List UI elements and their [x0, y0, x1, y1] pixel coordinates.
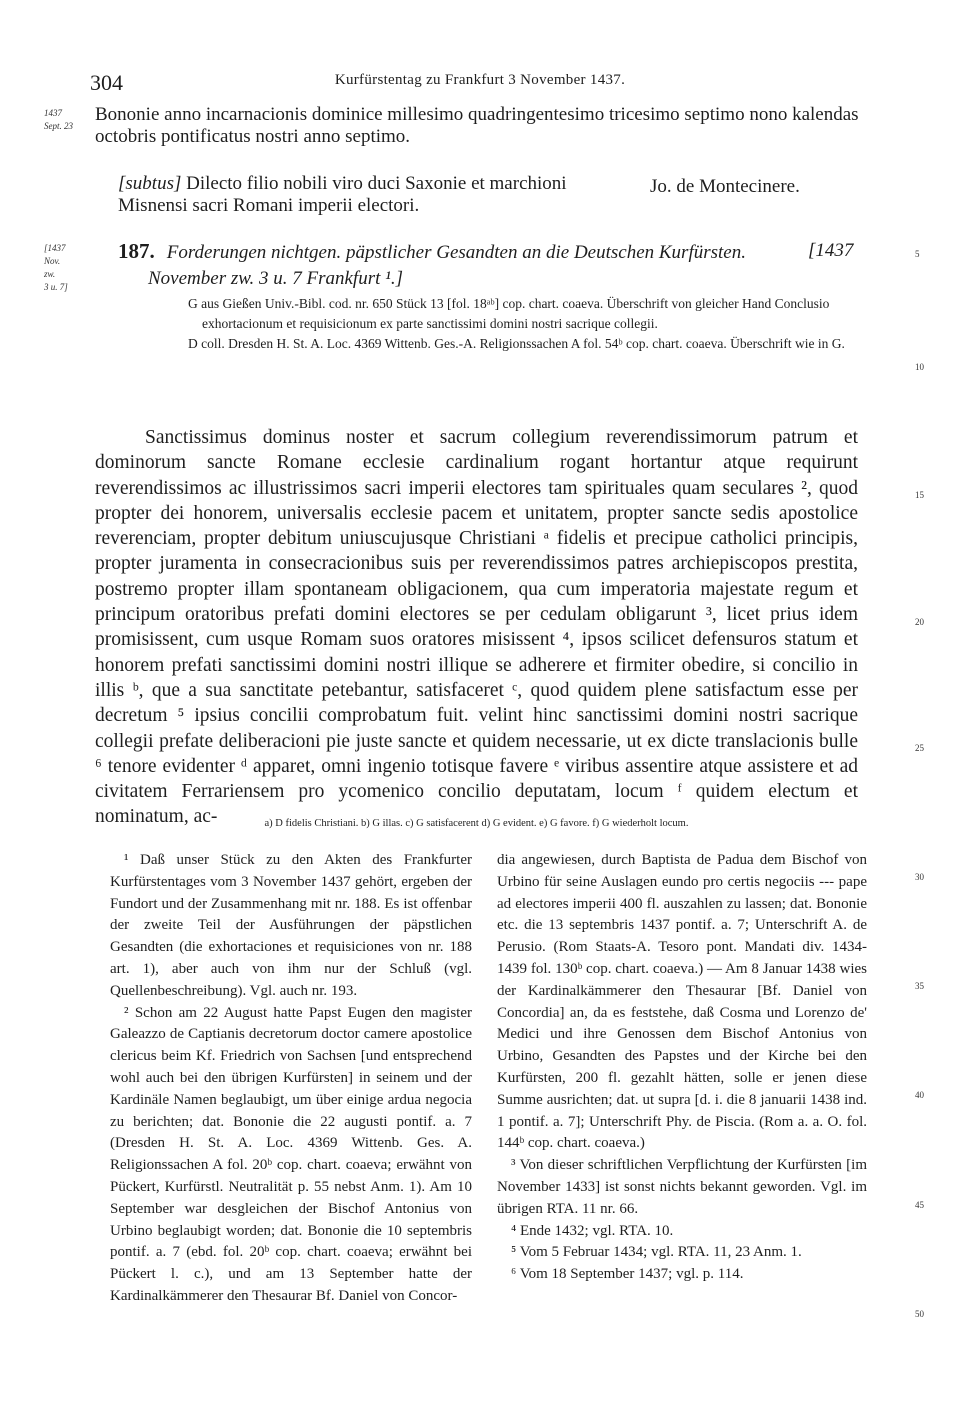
document-date-place: November zw. 3 u. 7 Frankfurt ¹.] — [148, 268, 403, 289]
subtus-marker: [subtus] — [118, 173, 182, 194]
line-number: 40 — [915, 1090, 924, 1100]
document-title: Forderungen nichtgen. päpstlicher Gesandten an die Deutschen Kurfürsten. — [166, 242, 746, 263]
address-text: Dilecto filio nobili viro duci Saxonie et marchioni Misnensi sacri Romani imperii electori. — [118, 173, 567, 216]
footnote: ¹ Daß unser Stück zu den Akten des Frankfurter Kurfürstentages vom 3 November 1437 gehört, ergeben der Fundort und der Zusammenhang mit nr. 188. Es ist offenbar der zweite Teil der Ausführungen der päpstlichen Gesandten (die exhortaciones et requisiciones von nr. 188 art. 1), aber auch von ihm nur der Schluß (vgl. Quellenbeschreibung). Vgl. auch nr. 193. — [110, 852, 472, 999]
previous-document-address — [118, 173, 628, 217]
line-number: 25 — [915, 743, 924, 753]
margin-date-previous: 1437 Sept. 23 — [44, 108, 73, 131]
running-title: Kurfürstentag zu Frankfurt 3 November 1437. — [334, 72, 626, 88]
footnote: ⁵ Vom 5 Februar 1434; vgl. RTA. 11, 23 Anm. 1. — [511, 1244, 802, 1261]
margin-date-document: [1437 Nov. zw. 3 u. 7] — [44, 243, 68, 292]
source-entry: D coll. Dresden H. St. A. Loc. 4369 Wittenb. Ges.-A. Religionssachen A fol. 54ᵇ cop. chart. coaeva. Überschrift wie in G. — [188, 336, 845, 351]
line-number: 35 — [915, 981, 924, 991]
line-number: 50 — [915, 1309, 924, 1319]
document-number: 187. — [118, 239, 155, 263]
footnote: ⁴ Ende 1432; vgl. RTA. 10. — [511, 1222, 674, 1239]
footnote: ³ Von dieser schriftlichen Verpflichtung der Kurfürsten [im November 1433] ist sonst nichts bekannt geworden. Vgl. im übrigen RTA. 11 nr. 66. — [497, 1157, 867, 1217]
main-paragraph: Sanctissimus dominus noster et sacrum collegium reverendissimorum patrum et dominorum sancte Romane ecclesie cardinalium rogant hortantur atque requirunt reverendissimos ac illustrissimos sacri imperii electores tam spirituales quam seculares ², quod propter dei honorem, universalis ecclesie pacem et unitatem, propter sancte sedis apostolice reverenciam, propter debitum uniuscujusque Christiani ᵃ fidelis et precipue catholici principis, propter juramenta in consecracionibus suis per reverendissimos patres archiepiscopos prestita, postremo propter illam spontaneam obligacionem, qua cum imperatoria majestate regum et principum oratoribus prefati domini electores se per cedulam obligarunt ³, licet prius idem promisissent, cum usque Romam suos oratores misissent ⁴, ipsos scilicet defensuros statum et honorem prefati sanctissimi domini nostri illique se adherere et firmiter obedire, si concilio in illis ᵇ, que a sua sanctitate petebantur, satisfaceret ᶜ, quod quidem plene satisfactum esse per decretum ⁵ ipsius concilii comprobatum fuit. velint hinc sanctissimi domini nostri sacrique collegii prefate deliberacioni pie juste sancte et quidem necessarie, ut ex dicte translacionis bulle ⁶ tenore evidenter ᵈ apparet, omni ingenio totisque favere ᵉ viribus assentire atque assistere et ad civitatem Ferrariensem pro ycomenico concilio deputatam, locum ᶠ quidem electum et nominatum, ac- — [95, 427, 858, 828]
source-entry: G aus Gießen Univ.-Bibl. cod. nr. 650 Stück 13 [fol. 18ᵃᵇ] cop. chart. coaeva. Überschrift von gleicher Hand Conclusio exhortacionum et requisicionum ex parte sanctissimi domini nostri sacrique collegii. — [188, 296, 830, 331]
footnotes-left-column — [110, 850, 472, 1308]
document-date-year: [1437 — [808, 240, 854, 261]
page-number: 304 — [90, 70, 123, 95]
previous-document-ending: Bononie anno incarnacionis dominice millesimo quadringentesimo tricesimo septimo nono kalendas octobris pontificatus nostri anno septimo. — [95, 104, 859, 147]
main-text — [95, 425, 858, 830]
signature: Jo. de Montecinere. — [650, 176, 800, 197]
footnote-continuation: dia angewiesen, durch Baptista de Padua dem Bischof von Urbino für seine Auslagen eundo pro certis negociis --- pape ad electores imperii 400 fl. auszahlen zu lassen; dat. Bononie etc. die 13 septembris 1437 pontif. a. 7; Unterschrift A. de Perusio. (Rom Staats-A. Tesoro pont. Mandati div. 1434-1439 fol. 130ᵇ cop. chart. coaeva.) — Am 8 Januar 1438 wies der Kardinalkämmerer den Thesaurar [Bf. Daniel von Concordia] an, da es feststehe, daß Cosma und Lorenzo de' Medici und ihre Genossen dem Bischof Antonius von Urbino, Gesandten des Papstes und der Kirche bei den Kurfürsten, 200 fl. gezahlt hätten, solle er jenen diese Summe ausrichten; dat. ut supra [d. i. die 8 januarii 1438 ind. 1 pontif. a. 7]; Unterschrift Phy. de Piscia. (Rom a. a. O. fol. 144ᵇ cop. chart. coaeva.) — [497, 852, 867, 1152]
critical-apparatus: a) D fidelis Christiani. b) G illas. c) G satisfacerent d) G evident. e) G favore. f) G wiederholt locum. — [264, 818, 689, 829]
line-number: 30 — [915, 872, 924, 882]
line-number: 5 — [915, 249, 920, 259]
line-number: 20 — [915, 617, 924, 627]
footnote: ² Schon am 22 August hatte Papst Eugen den magister Galeazzo de Captianis decretorum doctor camere apostolice clericus beim Kf. Friedrich von Sachsen [und entsprechend wohl auch bei den übrigen Kurfürsten] in seinem und der Kardinäle Namen beglaubigt, um über einige ardua negocia zu berichten; dat. Bononie die 22 augusti pontif. a. 7 (Dresden H. St. A. Loc. 4369 Wittenb. Ges. A. Religionssachen A fol. 20ᵇ cop. chart. coaeva; erwähnt von Pückert, Kurfürstl. Neutralität p. 55 nebst Anm. 1). Am 10 September war desgleichen der Bischof Antonius von Urbino beglaubigt worden; dat. Bononie die 10 septembris pontif. a. 7 (ebd. fol. 20ᵇ cop. chart. coaeva; erwähnt bei Pückert l. c.), und am 13 September hatte der Kardinalkämmerer den Thesaurar Bf. Daniel von Concor- — [110, 1004, 472, 1304]
line-number: 10 — [915, 362, 924, 372]
line-number: 45 — [915, 1200, 924, 1210]
source-description — [188, 294, 858, 354]
line-number: 15 — [915, 490, 924, 500]
footnotes-right-column — [497, 850, 867, 1286]
footnote: ⁶ Vom 18 September 1437; vgl. p. 114. — [511, 1266, 744, 1283]
document-heading — [118, 238, 858, 292]
